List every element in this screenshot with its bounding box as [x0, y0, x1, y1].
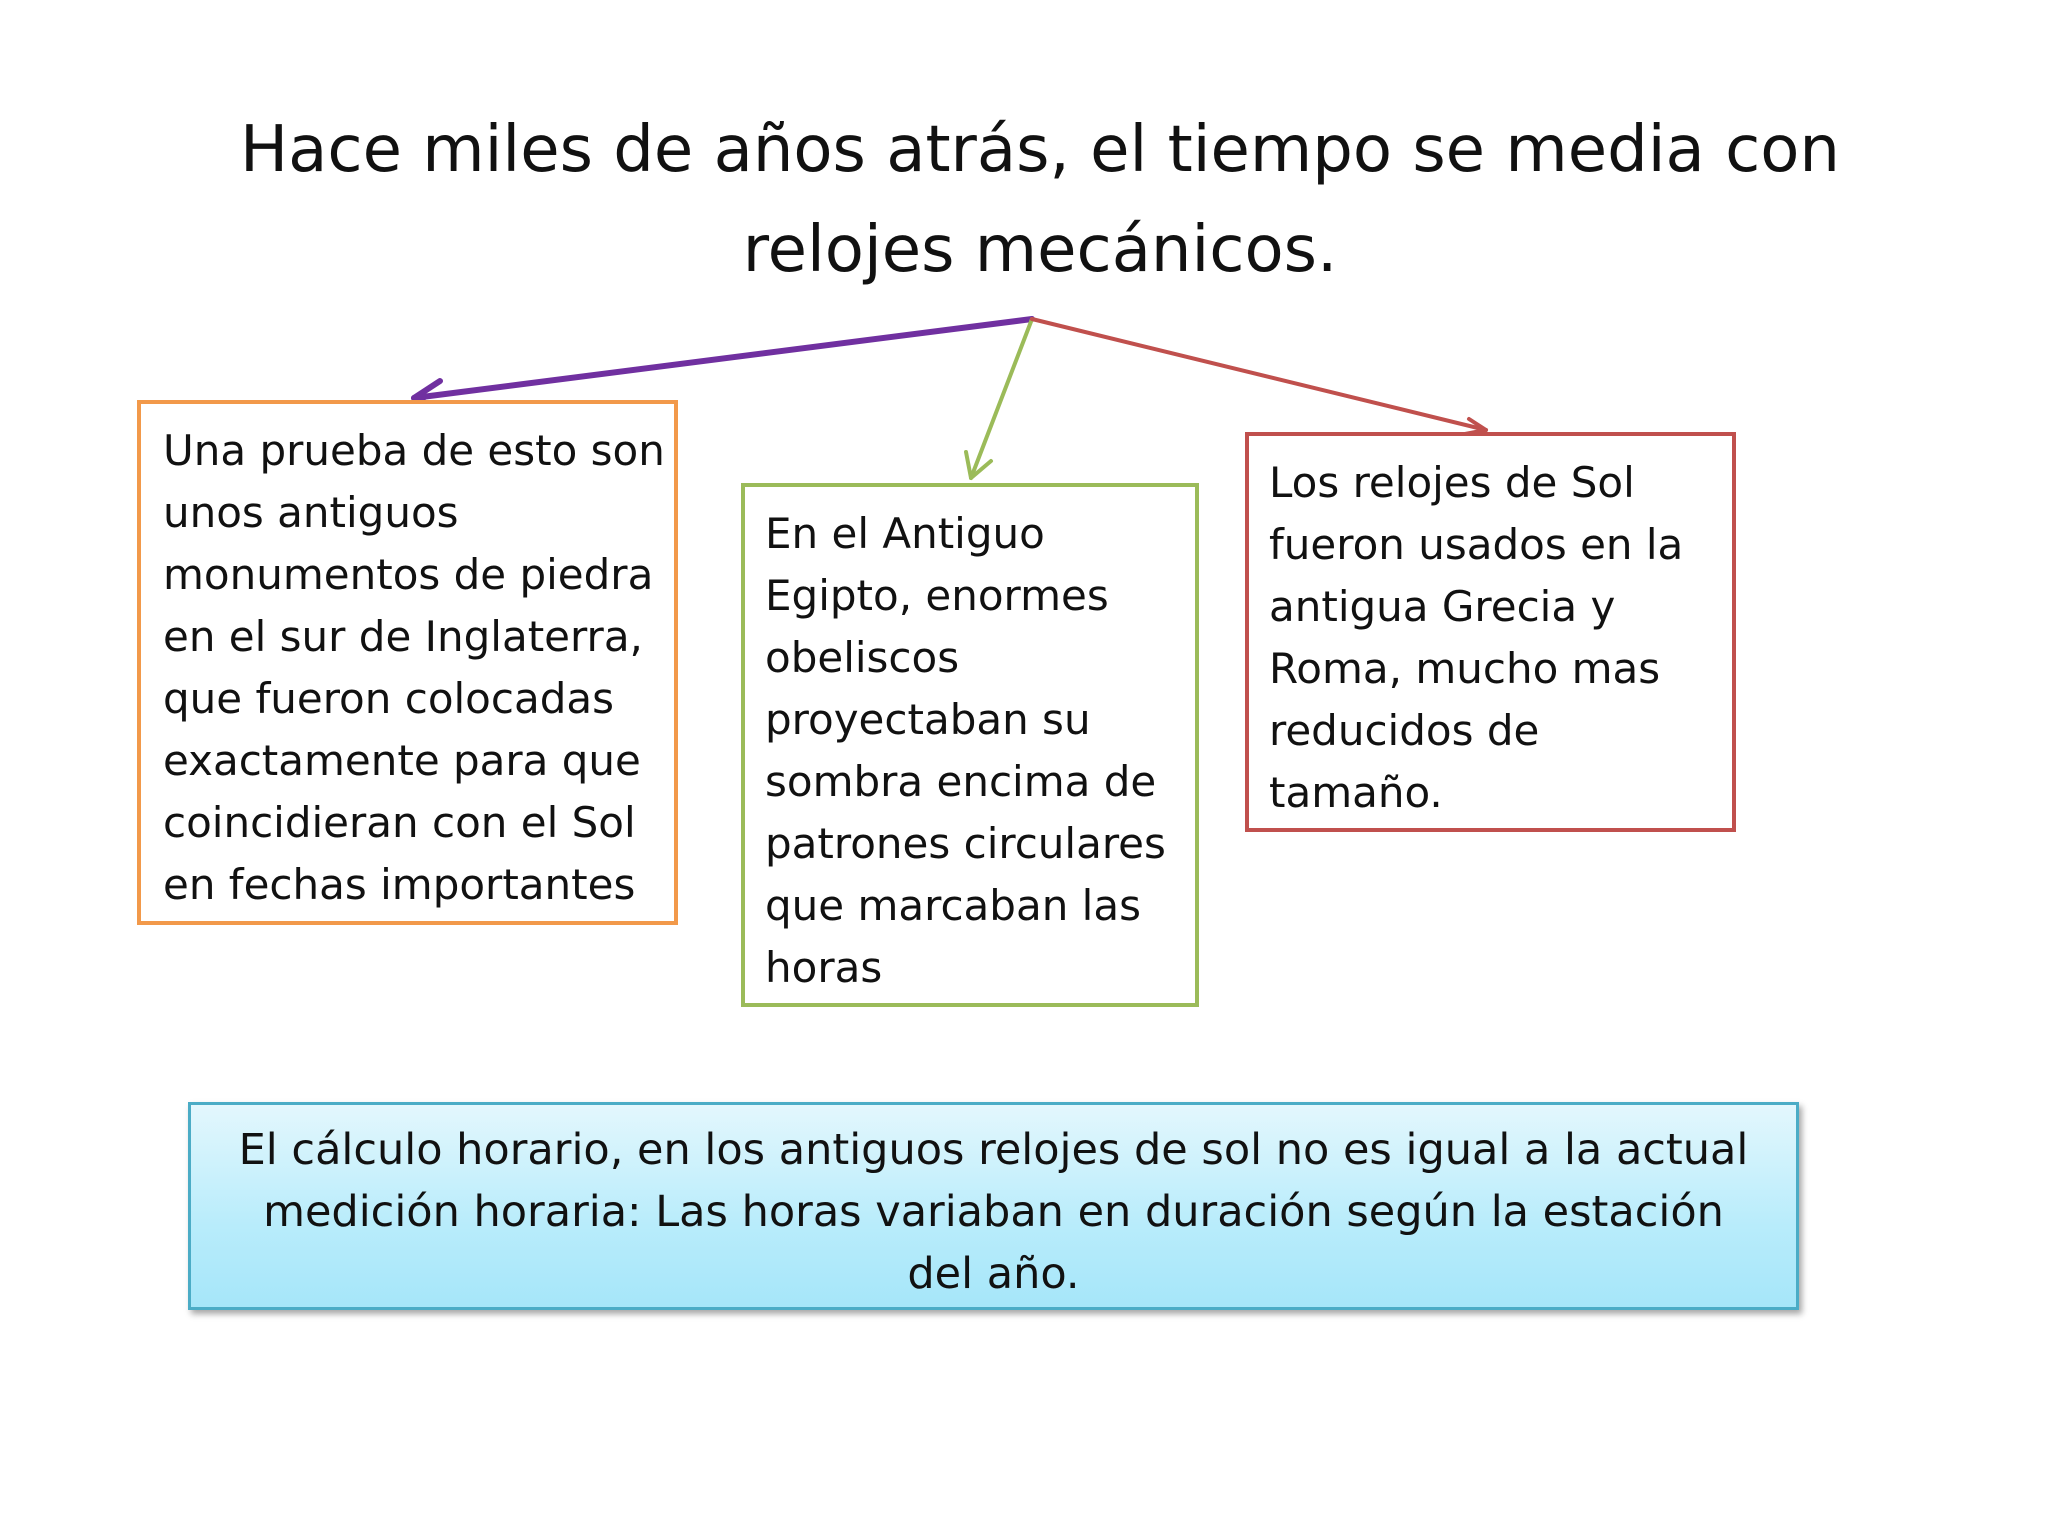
arrow-to-middle-box	[966, 319, 1032, 478]
box-stone-monuments: Una prueba de esto son unos antiguos monumentos de piedra en el sur de Inglaterra, que fueron colocadas exactamente para que coincidieran con el Sol en fechas importantes	[137, 400, 678, 925]
box-greece-rome-sundials: Los relojes de Sol fueron usados en la antigua Grecia y Roma, mucho mas reducidos de tamaño.	[1245, 432, 1736, 832]
box-egypt-obelisks: En el Antiguo Egipto, enormes obeliscos proyectaban su sombra encima de patrones circulares que marcaban las horas	[741, 483, 1199, 1007]
slide-title: Hace miles de años atrás, el tiempo se media con relojes mecánicos.	[240, 113, 1840, 287]
arrow-to-left-box	[414, 319, 1032, 410]
arrow-to-right-box	[1032, 319, 1486, 434]
note-box-hour-calculation: El cálculo horario, en los antiguos relojes de sol no es igual a la actual medición horaria: Las horas variaban en duración según la estación del año.	[188, 1102, 1799, 1310]
